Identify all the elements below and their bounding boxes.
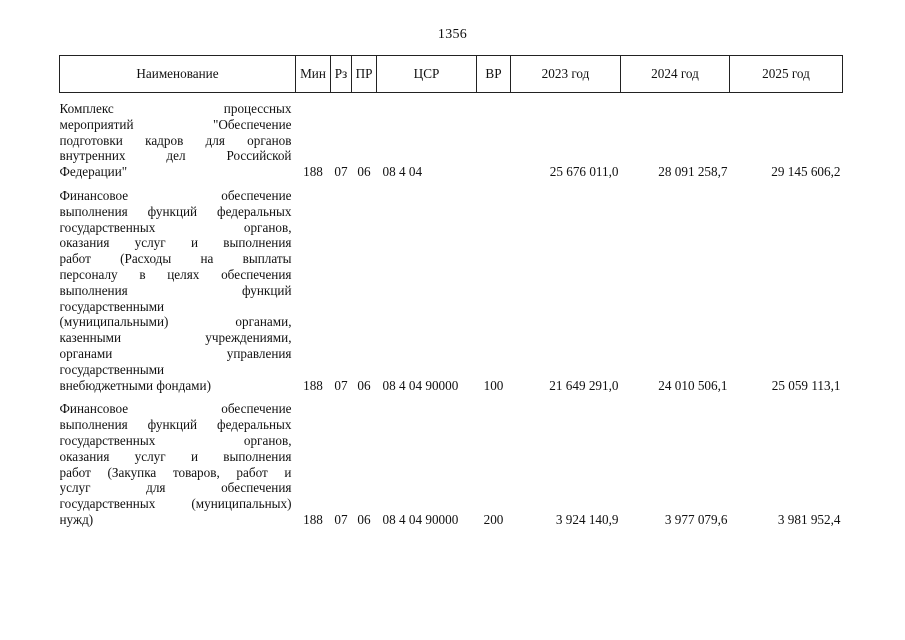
cell-csr: 08 4 04 [382,164,423,180]
table-body [60,93,843,528]
name-line: государственными [59,298,165,314]
spacer-cell [60,93,843,102]
cell-vr [477,101,511,180]
cell-pr: 06 [357,511,371,527]
table-row [60,188,843,393]
name-line: государственных органов, [59,219,292,235]
name-line: подготовки кадров для органов [59,132,292,148]
budget-table [59,55,843,528]
cell-csr: 08 4 04 90000 [382,377,459,393]
table-row [60,401,843,527]
name-line: Федерации" [59,164,128,180]
cell-vr: 100 [483,377,504,393]
name-line: выполнения функций [59,282,292,298]
header-rz: Рз [331,56,352,93]
header-2023: 2023 год [511,56,621,93]
name-line: внутренних дел Российской [59,148,292,164]
cell-2025: 29 145 606,2 [771,164,841,180]
cell-csr: 08 4 04 90000 [382,511,459,527]
name-line: оказания услуг и выполнения [59,235,292,251]
cell-pr: 06 [357,377,371,393]
cell-pr: 06 [357,164,371,180]
cell-2024: 24 010 506,1 [658,377,728,393]
name-line: Финансовое обеспечение [59,401,292,417]
name-line: работ (Расходы на выплаты [59,251,292,267]
name-line: внебюджетными фондами) [59,377,211,393]
name-line: органами управления [59,345,292,361]
spacer-cell [60,180,843,188]
row-spacer [60,93,843,102]
name-line: (муниципальными) органами, [59,314,292,330]
name-line: мероприятий "Обеспечение [59,116,292,132]
name-line: услуг для обеспечения [59,480,292,496]
cell-name [60,101,296,180]
row-spacer [60,180,843,188]
cell-2023: 21 649 291,0 [549,377,619,393]
cell-rz: 07 [334,164,348,180]
cell-min: 188 [303,164,323,180]
cell-name [60,188,296,393]
cell-2024: 3 977 079,6 [664,511,728,527]
cell-2025: 3 981 952,4 [777,511,841,527]
header-vr: ВР [477,56,511,93]
cell-2025: 25 059 113,1 [771,377,841,393]
cell-2023: 3 924 140,9 [555,511,619,527]
name-line: государственных органов, [59,432,292,448]
name-line: государственных (муниципальных) [59,496,292,512]
cell-name [60,401,296,527]
name-line: Комплекс процессных [59,101,292,116]
cell-min: 188 [303,377,323,393]
header-min: Мин [296,56,331,93]
table-header-row [60,56,843,93]
header-csr: ЦСР [377,56,477,93]
name-line: государственными [59,361,165,377]
page-number: 1356 [437,27,468,42]
cell-rz: 07 [334,377,348,393]
name-line: Финансовое обеспечение [59,187,292,203]
name-line: оказания услуг и выполнения [59,448,292,464]
row-spacer [60,393,843,401]
header-2025: 2025 год [730,56,843,93]
header-pr: ПР [352,56,377,93]
name-line: выполнения функций федеральных [59,417,292,433]
table-row [60,101,843,180]
name-line: работ (Закупка товаров, работ и [59,464,292,480]
name-line: казенными учреждениями, [59,330,292,346]
cell-vr: 200 [483,511,504,527]
spacer-cell [60,393,843,401]
name-line: нужд) [59,511,94,527]
cell-min: 188 [303,511,323,527]
name-line: выполнения функций федеральных [59,203,292,219]
header-2024: 2024 год [621,56,730,93]
name-line: персоналу в целях обеспечения [59,266,292,282]
cell-2023: 25 676 011,0 [549,164,619,180]
cell-2024: 28 091 258,7 [658,164,728,180]
header-name: Наименование [60,56,296,93]
cell-rz: 07 [334,511,348,527]
